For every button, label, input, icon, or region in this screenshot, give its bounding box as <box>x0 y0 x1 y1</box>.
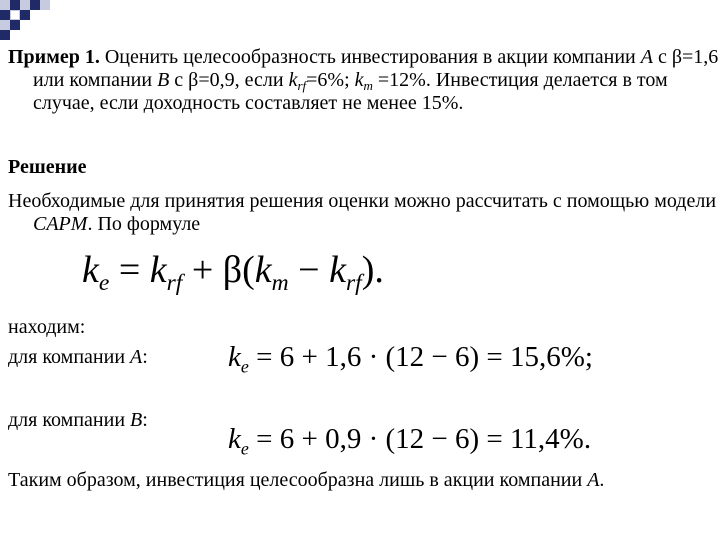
capm-formula <box>82 249 384 297</box>
company-a-name: A <box>640 46 653 68</box>
solution-paragraph <box>8 190 720 236</box>
ke-subscript: e <box>240 438 249 459</box>
deco-square <box>0 0 10 10</box>
formula-operator: ). <box>361 249 384 291</box>
deco-square <box>10 20 20 30</box>
example-text: Оценить целесообразность инвестирования в акции компании <box>99 46 641 68</box>
company-a-name: A <box>130 346 143 368</box>
ke-subscript: e <box>240 356 249 377</box>
conclusion-text: . <box>599 469 605 491</box>
krf-subscript: rf <box>166 270 183 297</box>
company-a-calculation: = 6 + 1,6 · (12 − 6) = 15,6%; <box>248 341 593 373</box>
slide-decoration <box>0 0 60 40</box>
example-text: с β=0,9, если <box>169 69 289 91</box>
km-symbol: k <box>354 69 364 91</box>
deco-square <box>0 10 10 20</box>
deco-square <box>30 0 40 10</box>
formula-operator: = <box>109 249 150 291</box>
conclusion-text: Таким образом, инвестиция целесообразна лишь в акции компании <box>8 469 588 491</box>
capm-term: CAPM <box>33 213 88 235</box>
km-subscript: m <box>271 270 289 297</box>
ke-symbol: k <box>228 423 241 455</box>
company-b-name: B <box>130 409 143 431</box>
example-text: =6%; <box>306 69 355 91</box>
krf-symbol: k <box>329 249 346 291</box>
example-heading: Пример 1. <box>8 46 100 68</box>
deco-square <box>0 20 10 30</box>
deco-square <box>0 30 10 40</box>
deco-square <box>20 10 30 20</box>
krf-symbol: k <box>288 69 298 91</box>
company-b-label <box>8 409 148 432</box>
ke-subscript: e <box>98 270 110 297</box>
solution-text: Необходимые для принятия решения оценки можно рассчитать с помощью модели <box>8 190 717 212</box>
km-subscript: m <box>363 78 373 93</box>
example-text: =12%. Инвестиция делается в том случае, если доходность составляет не менее 15%. <box>33 69 668 114</box>
conclusion-paragraph <box>8 469 720 492</box>
label-text: : <box>142 409 148 431</box>
label-text: : <box>142 346 148 368</box>
km-symbol: k <box>254 249 272 291</box>
deco-square <box>20 0 30 10</box>
found-label: находим: <box>8 316 86 338</box>
company-a-name: A <box>587 469 600 491</box>
example-text: с β=1,6 или компании <box>33 46 719 91</box>
krf-symbol: k <box>149 249 167 291</box>
company-b-name: B <box>157 69 170 91</box>
formula-operator: + β( <box>182 249 255 291</box>
example-paragraph <box>8 46 720 115</box>
krf-subscript: rf <box>345 270 362 297</box>
formula-operator: − <box>288 249 330 291</box>
solution-heading: Решение <box>8 156 87 178</box>
label-text: для компании <box>8 409 131 431</box>
deco-square <box>10 0 20 10</box>
company-a-label <box>8 346 148 369</box>
ke-symbol: k <box>228 341 241 373</box>
deco-square <box>10 10 20 20</box>
ke-symbol: k <box>82 249 99 291</box>
company-b-formula <box>228 423 592 459</box>
solution-text: . По формуле <box>87 213 201 235</box>
company-b-calculation: = 6 + 0,9 · (12 − 6) = 11,4%. <box>248 423 592 455</box>
deco-square <box>40 0 50 10</box>
label-text: для компании <box>8 346 131 368</box>
company-a-formula <box>228 341 593 377</box>
krf-subscript: rf <box>297 78 307 93</box>
